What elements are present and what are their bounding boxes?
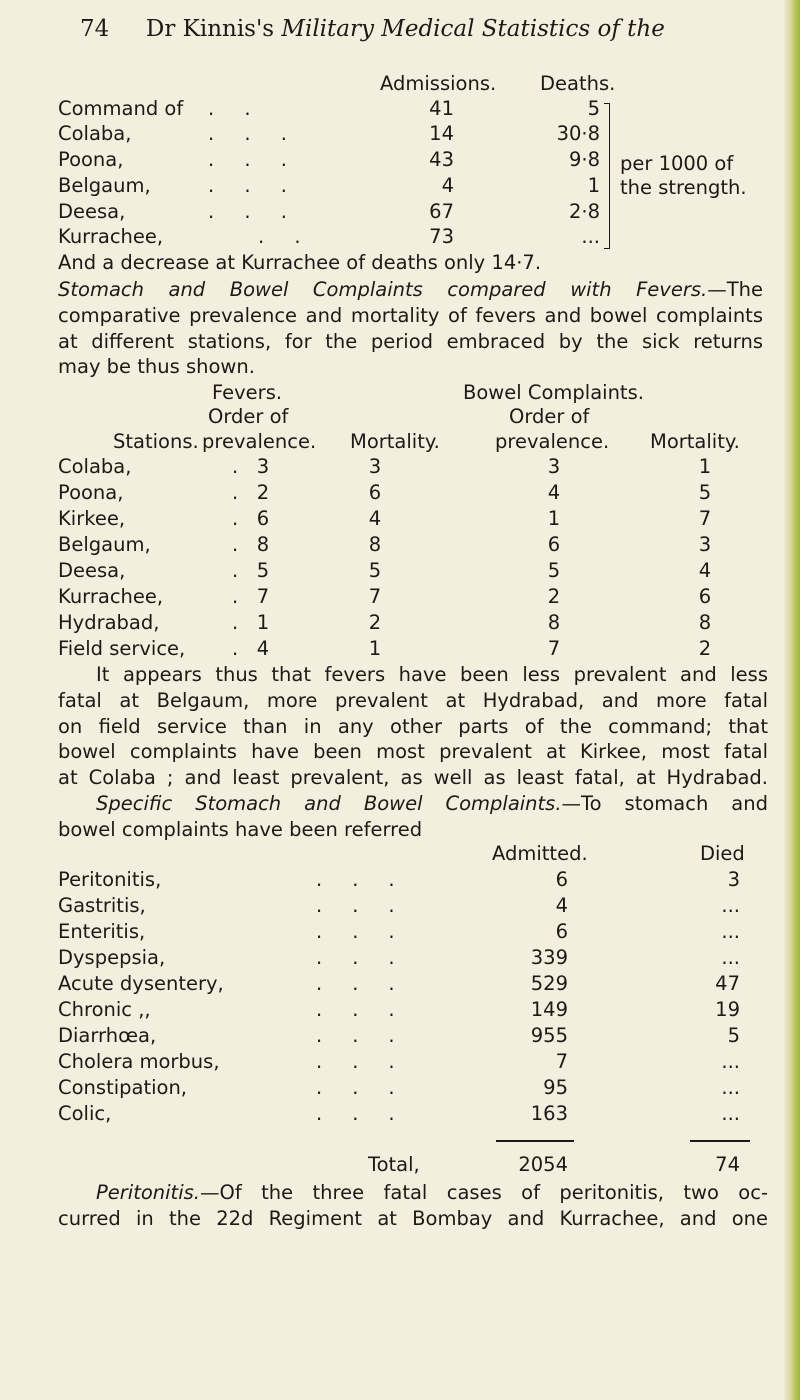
section-heading: Stomach and Bowel Complaints compared with Fevers.	[58, 278, 708, 301]
col-died-header: Died	[700, 842, 745, 865]
fever-prevalence: 5	[256, 559, 270, 582]
deaths-value: 9·8	[568, 148, 600, 171]
bowel-mortality: 4	[698, 559, 712, 582]
page-edge	[784, 0, 800, 1400]
fever-mortality: 1	[368, 637, 382, 660]
group-header-fevers: Fevers.	[212, 381, 283, 404]
fever-prevalence: 8	[256, 533, 270, 556]
header-author: Dr Kinnis's	[145, 16, 275, 42]
table1-station: Kurrachee,	[58, 225, 164, 248]
deaths-value: 5	[587, 97, 600, 120]
fever-mortality: 5	[368, 559, 382, 582]
leader-dots: ...	[316, 1050, 425, 1073]
disease-name: Gastritis,	[58, 894, 146, 917]
admitted-value: 163	[530, 1102, 568, 1125]
bowel-prevalence: 6	[547, 533, 561, 556]
running-header	[80, 16, 665, 42]
leader-dots: ...	[316, 920, 425, 943]
col-fever-prevalence-header: prevalence.	[202, 430, 317, 453]
col-deaths-header: Deaths.	[540, 72, 616, 95]
paragraph-line: It appears thus that fevers have been less prevalent and less	[96, 663, 768, 686]
table2-station: Colaba,	[58, 455, 132, 478]
deaths-value: ...	[581, 225, 600, 248]
paragraph-line: —The	[707, 278, 763, 301]
table1-station: Command of	[58, 97, 184, 120]
disease-name: Diarrhœa,	[58, 1024, 157, 1047]
leader-dots: ...	[316, 1076, 425, 1099]
admitted-value: 339	[530, 946, 568, 969]
deaths-note-line2: the strength.	[620, 176, 747, 199]
table2-station: Kirkee,	[58, 507, 126, 530]
admissions-value: 73	[429, 225, 454, 248]
col-stations-header: Stations.	[113, 430, 199, 453]
leader-dot: .	[232, 637, 239, 660]
grouping-brace	[604, 103, 610, 249]
table1-station: Deesa,	[58, 200, 126, 223]
paragraph-line: fatal at Belgaum, more prevalent at Hydrabad, and more fatal	[58, 688, 768, 712]
died-value: ...	[721, 894, 740, 917]
group-header-bowel: Bowel Complaints.	[463, 381, 644, 404]
deaths-value: 1	[587, 174, 600, 197]
died-value: ...	[721, 1050, 740, 1073]
table1-station: Poona,	[58, 148, 124, 171]
col-admitted-header: Admitted.	[492, 842, 588, 865]
leader-dots: ...	[316, 1102, 425, 1125]
leader-dots: . . .	[208, 148, 299, 171]
fever-prevalence: 7	[256, 585, 270, 608]
section-heading: Specific Stomach and Bowel Complaints.	[96, 792, 562, 815]
leader-dot: .	[232, 481, 239, 504]
leader-dot: .	[232, 533, 239, 556]
bowel-mortality: 8	[698, 611, 712, 634]
table2-station: Deesa,	[58, 559, 126, 582]
total-rule	[496, 1140, 574, 1142]
disease-name: Constipation,	[58, 1076, 188, 1099]
table2-station: Hydrabad,	[58, 611, 160, 634]
died-value: 47	[715, 972, 740, 995]
order-of-label: Order of	[208, 405, 289, 428]
fever-prevalence: 4	[256, 637, 270, 660]
col-admissions-header: Admissions.	[380, 72, 497, 95]
died-value: ...	[721, 946, 740, 969]
admitted-value: 7	[555, 1050, 568, 1073]
total-label: Total,	[368, 1153, 420, 1176]
disease-name: Enteritis,	[58, 920, 146, 943]
total-died: 74	[715, 1153, 740, 1176]
fever-mortality: 7	[368, 585, 382, 608]
bowel-prevalence: 3	[547, 455, 561, 478]
bowel-mortality: 6	[698, 585, 712, 608]
table1-station: Belgaum,	[58, 174, 151, 197]
fever-mortality: 8	[368, 533, 382, 556]
conclusion-paragraph	[58, 662, 768, 791]
admitted-value: 149	[530, 998, 568, 1021]
peritonitis-paragraph	[58, 1180, 768, 1232]
leader-dots: . . .	[208, 200, 299, 223]
disease-name: Chronic ,,	[58, 998, 151, 1021]
leader-dots: ...	[316, 946, 425, 969]
admissions-value: 43	[429, 148, 454, 171]
bowel-mortality: 2	[698, 637, 712, 660]
paragraph-line: —To stomach and	[561, 792, 768, 815]
bowel-prevalence: 2	[547, 585, 561, 608]
bowel-mortality: 3	[698, 533, 712, 556]
leader-dots: . . .	[208, 174, 299, 197]
fever-mortality: 2	[368, 611, 382, 634]
died-value: 3	[727, 868, 740, 891]
disease-name: Colic,	[58, 1102, 112, 1125]
bowel-prevalence: 4	[547, 481, 561, 504]
bowel-prevalence: 7	[547, 637, 561, 660]
paragraph-line: at Colaba ; and least prevalent, as well as least fatal, at Hydrabad.	[58, 766, 768, 790]
section-heading: Peritonitis.	[96, 1181, 200, 1204]
deaths-note-line1: per 1000 of	[620, 152, 734, 175]
leader-dots: . . .	[208, 122, 299, 145]
fever-mortality: 3	[368, 455, 382, 478]
admitted-value: 529	[530, 972, 568, 995]
admissions-value: 4	[441, 174, 454, 197]
specific-complaints-paragraph	[58, 791, 768, 843]
died-value: ...	[721, 1076, 740, 1099]
fever-mortality: 6	[368, 481, 382, 504]
disease-name: Dyspepsia,	[58, 946, 166, 969]
disease-name: Cholera morbus,	[58, 1050, 220, 1073]
col-bowel-prevalence-header: prevalence.	[495, 430, 610, 453]
died-value: 5	[727, 1024, 740, 1047]
admissions-value: 14	[429, 122, 454, 145]
leader-dot: .	[232, 585, 239, 608]
order-of-label: Order of	[509, 405, 590, 428]
paragraph-line: on field service than in any other parts of the command; that	[58, 714, 768, 738]
leader-dot: .	[232, 507, 239, 530]
died-value: ...	[721, 920, 740, 943]
total-admitted: 2054	[518, 1153, 568, 1176]
col-fever-mortality-header: Mortality.	[350, 430, 440, 453]
table1-station: Colaba,	[58, 122, 132, 145]
admissions-value: 67	[429, 200, 454, 223]
paragraph-line: may be thus shown.	[58, 355, 255, 379]
col-bowel-mortality-header: Mortality.	[650, 430, 740, 453]
admitted-value: 6	[555, 920, 568, 943]
fever-prevalence: 2	[256, 481, 270, 504]
leader-dot: .	[232, 455, 239, 478]
admissions-value: 41	[429, 97, 454, 120]
leader-dots: ...	[316, 894, 425, 917]
bowel-mortality: 5	[698, 481, 712, 504]
fever-prevalence: 6	[256, 507, 270, 530]
leader-dot: .	[232, 611, 239, 634]
admitted-value: 6	[555, 868, 568, 891]
leader-dots: . .	[258, 225, 313, 248]
leader-dot: .	[232, 559, 239, 582]
fever-mortality: 4	[368, 507, 382, 530]
total-rule	[690, 1140, 750, 1142]
table2-station: Field service,	[58, 637, 186, 660]
fevers-comparison-paragraph	[58, 277, 763, 380]
header-title: Military Medical Statistics of the	[281, 16, 665, 42]
bowel-prevalence: 1	[547, 507, 561, 530]
paragraph-line: comparative prevalence and mortality of fevers and bowel complaints	[58, 303, 763, 327]
table2-station: Belgaum,	[58, 533, 151, 556]
bowel-mortality: 7	[698, 507, 712, 530]
paragraph-line: —Of the three fatal cases of peritonitis, two oc-	[199, 1181, 768, 1204]
bowel-prevalence: 5	[547, 559, 561, 582]
bowel-mortality: 1	[698, 455, 712, 478]
paragraph-line: at different stations, for the period embraced by the sick returns	[58, 329, 763, 353]
fever-prevalence: 3	[256, 455, 270, 478]
table2-station: Kurrachee,	[58, 585, 164, 608]
admitted-value: 955	[530, 1024, 568, 1047]
died-value: ...	[721, 1102, 740, 1125]
disease-name: Acute dysentery,	[58, 972, 224, 995]
leader-dots: ...	[316, 1024, 425, 1047]
table2-station: Poona,	[58, 481, 124, 504]
died-value: 19	[715, 998, 740, 1021]
paragraph-line: curred in the 22d Regiment at Bombay and Kurrachee, and one	[58, 1206, 768, 1230]
leader-dots: ...	[316, 972, 425, 995]
leader-dots: . .	[208, 97, 263, 120]
decrease-line: And a decrease at Kurrachee of deaths only 14·7.	[58, 251, 542, 274]
bowel-prevalence: 8	[547, 611, 561, 634]
admitted-value: 95	[543, 1076, 568, 1099]
admitted-value: 4	[555, 894, 568, 917]
leader-dots: ...	[316, 998, 425, 1021]
paragraph-line: bowel complaints have been referred	[58, 817, 423, 841]
leader-dots: ...	[316, 868, 425, 891]
page-number: 74	[80, 16, 110, 42]
disease-name: Peritonitis,	[58, 868, 162, 891]
deaths-value: 30·8	[556, 122, 600, 145]
paragraph-line: bowel complaints have been most prevalent at Kirkee, most fatal	[58, 740, 768, 764]
deaths-value: 2·8	[568, 200, 600, 223]
fever-prevalence: 1	[256, 611, 270, 634]
